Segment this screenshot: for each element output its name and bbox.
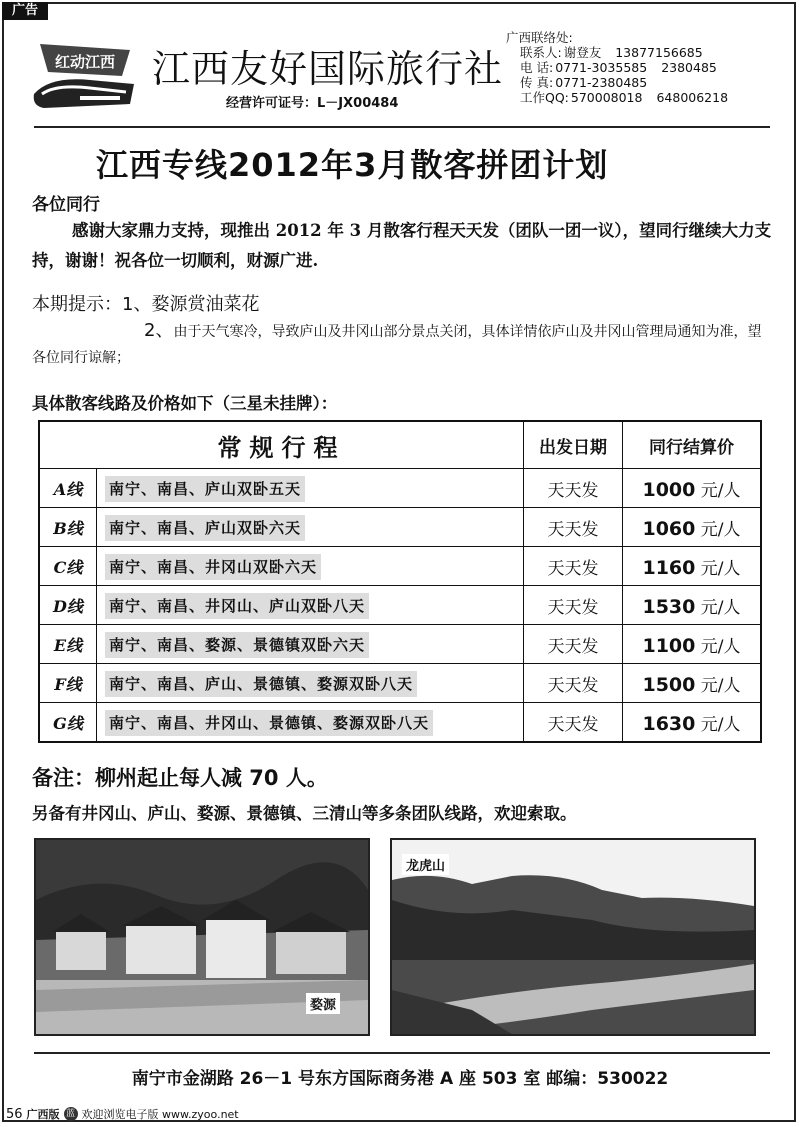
fax-number: 0771-2380485 [555, 75, 648, 90]
table-row [39, 664, 761, 703]
route-price-cell [623, 703, 762, 743]
contact-person-name: 谢登友 [563, 45, 602, 60]
tips-label: 本期提示： [32, 294, 122, 315]
tip-item-2: 由于天气寒冷，导致庐山及井冈山部分景点关闭，具体详情依庐山及井冈山管理局通知为准，望各位同行谅解； [32, 324, 762, 366]
route-code: F线 [39, 664, 97, 703]
tel-number: 0771-3035585 [555, 60, 648, 75]
header-departure: 出发日期 [524, 421, 623, 469]
page-footer [6, 1106, 239, 1122]
route-name-text: 南宁、南昌、庐山、景德镇、婺源双卧八天 [105, 671, 417, 697]
header-price: 同行结算价 [623, 421, 762, 469]
route-price: 1160 [642, 556, 696, 579]
route-name-text: 南宁、南昌、井冈山双卧六天 [105, 554, 321, 580]
route-name-text: 南宁、南昌、井冈山、庐山双卧八天 [105, 593, 369, 619]
route-price-unit: 元/人 [700, 558, 741, 579]
route-code: G线 [39, 703, 97, 743]
route-price-cell [623, 664, 762, 703]
table-row [39, 703, 761, 743]
photo-longhushan [390, 838, 756, 1036]
route-departure: 天天发 [524, 469, 623, 508]
route-price: 1630 [642, 712, 696, 735]
route-price-cell [623, 547, 762, 586]
contact-person-label: 联系人: [520, 45, 562, 60]
route-price-cell [623, 586, 762, 625]
route-price-unit: 元/人 [700, 480, 741, 501]
route-price-unit: 元/人 [700, 714, 741, 735]
route-price: 1000 [642, 478, 696, 501]
route-price-cell [623, 508, 762, 547]
note: 备注：柳州起止每人减 70 人。 [32, 766, 328, 790]
qq-number-2: 648006218 [656, 90, 729, 105]
route-name [97, 586, 524, 625]
route-name [97, 625, 524, 664]
logo-text: 红动江西 [54, 53, 116, 71]
route-name [97, 469, 524, 508]
page-title: 江西专线2012年3月散客拼团计划 [96, 146, 609, 184]
route-name-text: 南宁、南昌、庐山双卧五天 [105, 476, 305, 502]
route-price: 1500 [642, 673, 696, 696]
fax-label: 传 真: [520, 75, 554, 90]
route-departure: 天天发 [524, 547, 623, 586]
photo-caption-wuyuan: 婺源 [306, 993, 340, 1014]
route-price: 1060 [642, 517, 696, 540]
photo-wuyuan [34, 838, 370, 1036]
route-price: 1100 [642, 634, 696, 657]
route-code: A线 [39, 469, 97, 508]
route-name [97, 664, 524, 703]
route-price-cell [623, 625, 762, 664]
contact-mobile: 13877156685 [615, 45, 703, 60]
route-name [97, 703, 524, 743]
tel-label: 电 话: [520, 60, 554, 75]
route-departure: 天天发 [524, 703, 623, 743]
route-price-unit: 元/人 [700, 597, 741, 618]
route-name-text: 南宁、南昌、井冈山、景德镇、婺源双卧八天 [105, 710, 433, 736]
tips-line [32, 290, 259, 316]
route-departure: 天天发 [524, 586, 623, 625]
route-departure: 天天发 [524, 508, 623, 547]
ad-label: 广告 [2, 2, 48, 20]
thanks-paragraph: 感谢大家鼎力支持，现推出 2012 年 3 月散客行程天天发（团队一团一议），望同行继续大力支持，谢谢！祝各位一切顺利，财源广进. [32, 221, 772, 270]
address: 南宁市金湖路 26－1 号东方国际商务港 A 座 503 室 邮编：530022 [131, 1069, 669, 1089]
edition-label: 广西版 [26, 1108, 60, 1121]
route-price-unit: 元/人 [700, 675, 741, 696]
route-name-text: 南宁、南昌、庐山双卧六天 [105, 515, 305, 541]
table-row [39, 508, 761, 547]
table-header-row [39, 421, 761, 469]
photo-caption-longhushan: 龙虎山 [402, 854, 449, 875]
routes-intro: 具体散客线路及价格如下（三星未挂牌）： [32, 394, 338, 413]
route-code: C线 [39, 547, 97, 586]
page-number: 56 [6, 1106, 23, 1122]
train-logo [30, 36, 140, 118]
route-price-cell [623, 469, 762, 508]
edition-badge: 蓝 [64, 1107, 78, 1121]
tel-number-2: 2380485 [661, 60, 717, 75]
route-name [97, 547, 524, 586]
qq-label: 工作QQ: [520, 90, 569, 105]
route-departure: 天天发 [524, 664, 623, 703]
routes-table [38, 420, 762, 743]
tip-item-2-number: 2、 [144, 320, 174, 341]
contact-title: 广西联络处: [506, 30, 573, 45]
table-row [39, 625, 761, 664]
license-number: 经营许可证号：L－JX00484 [226, 96, 399, 111]
route-code: E线 [39, 625, 97, 664]
company-name: 江西友好国际旅行社 [152, 47, 504, 91]
footer-divider [34, 1052, 770, 1054]
table-row [39, 586, 761, 625]
route-price-unit: 元/人 [700, 636, 741, 657]
website-text: 欢迎浏览电子版 www.zyoo.net [81, 1108, 239, 1121]
route-name-text: 南宁、南昌、婺源、景德镇双卧六天 [105, 632, 369, 658]
route-price-unit: 元/人 [700, 519, 741, 540]
tip-item-2-block [32, 318, 772, 371]
route-price: 1530 [642, 595, 696, 618]
route-name [97, 508, 524, 547]
header-divider [34, 126, 770, 128]
greeting: 各位同行 [32, 195, 100, 215]
header-routes: 常规行程 [39, 421, 524, 469]
contact-block [506, 30, 792, 105]
tip-item-1: 1、婺源赏油菜花 [122, 294, 260, 315]
route-code: D线 [39, 586, 97, 625]
route-departure: 天天发 [524, 625, 623, 664]
note-extra-routes: 另备有井冈山、庐山、婺源、景德镇、三清山等多条团队线路，欢迎索取。 [32, 804, 577, 823]
table-row [39, 469, 761, 508]
qq-number-1: 570008018 [570, 90, 643, 105]
route-code: B线 [39, 508, 97, 547]
table-row [39, 547, 761, 586]
